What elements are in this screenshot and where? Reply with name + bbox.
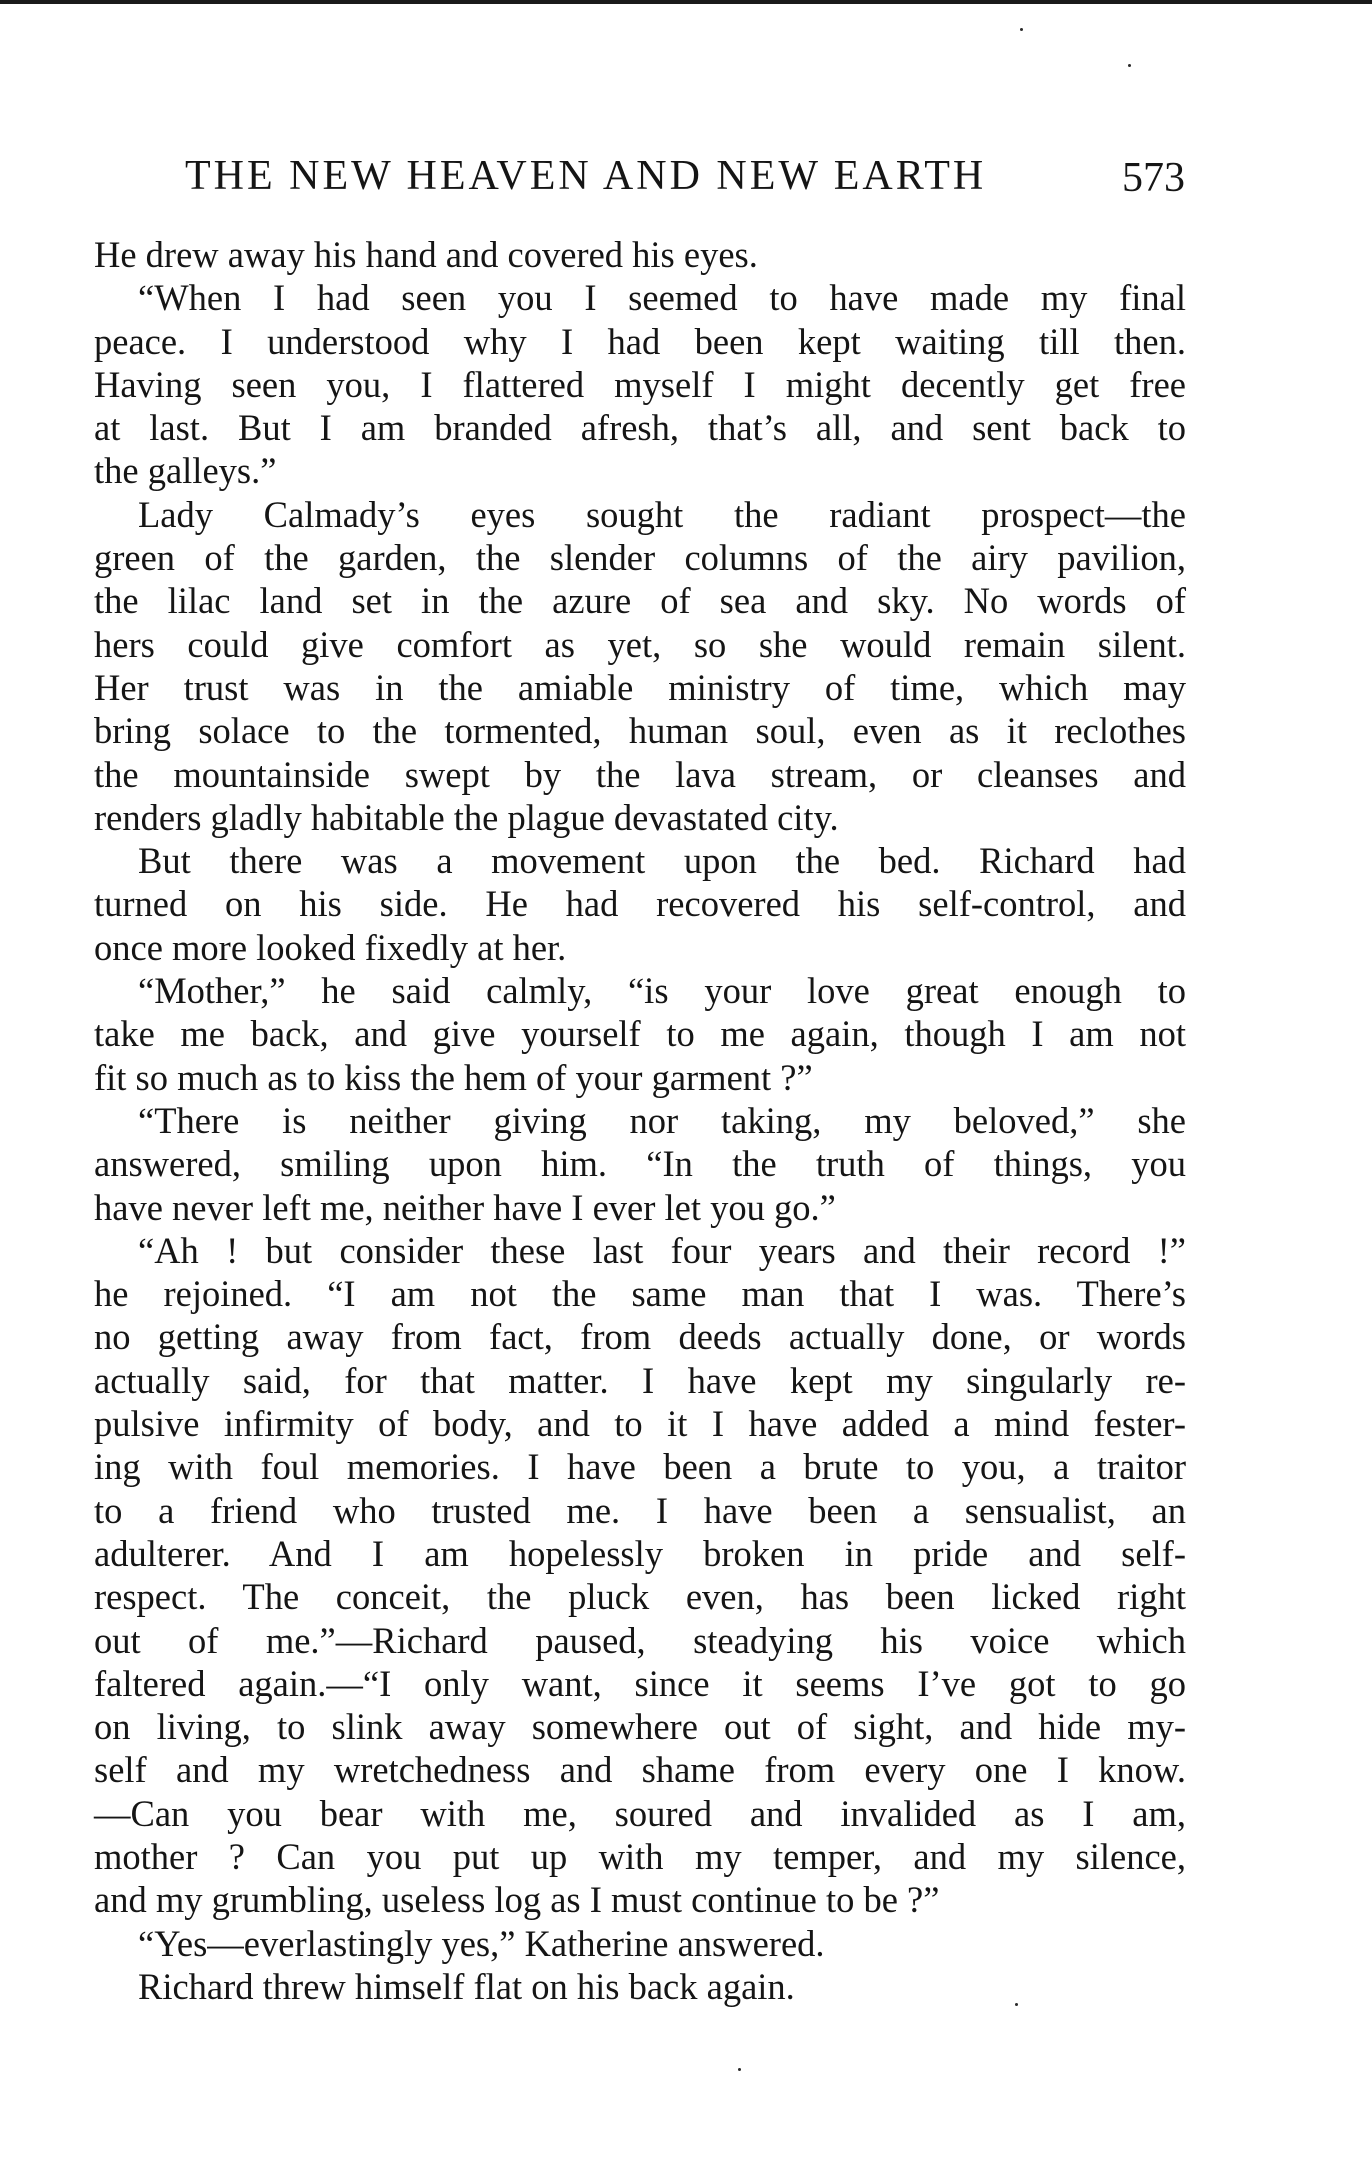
text-line: actually said, for that matter. I have kept my singularly re- xyxy=(94,1359,1186,1401)
text-line: once more looked fixedly at her. xyxy=(94,926,567,968)
text-line: faltered again.—“I only want, since it seems I’ve got to go xyxy=(94,1662,1186,1704)
scan-speck xyxy=(1015,2003,1018,2006)
text-line: turned on his side. He had recovered his self-control, and xyxy=(94,883,1186,925)
text-line: out of me.”—Richard paused, steadying his voice which xyxy=(94,1619,1186,1661)
text-line: have never left me, neither have I ever let you go.” xyxy=(94,1186,836,1228)
text-line: self and my wretchedness and shame from every one I know. xyxy=(94,1749,1186,1791)
text-line: at last. But I am branded afresh, that’s all, and sent back to xyxy=(94,407,1186,449)
text-line: to a friend who trusted me. I have been a sensualist, an xyxy=(94,1489,1186,1531)
text-line: mother ? Can you put up with my temper, and my silence, xyxy=(94,1835,1186,1877)
text-line: “When I had seen you I seemed to have made my final xyxy=(138,277,1186,319)
text-line: “Mother,” he said calmly, “is your love great enough to xyxy=(138,970,1186,1012)
text-line: green of the garden, the slender columns of the airy pavilion, xyxy=(94,537,1186,579)
page-header xyxy=(175,146,1185,206)
text-line: renders gladly habitable the plague devastated city. xyxy=(94,796,839,838)
text-line: respect. The conceit, the pluck even, has been licked right xyxy=(94,1576,1186,1618)
text-line: the lilac land set in the azure of sea and sky. No words of xyxy=(94,580,1186,622)
text-line: the mountainside swept by the lava stream, or cleanses and xyxy=(94,753,1186,795)
text-line: pulsive infirmity of body, and to it I have added a mind fester- xyxy=(94,1403,1186,1445)
text-line: He drew away his hand and covered his eyes. xyxy=(94,234,758,275)
text-line: Lady Calmady’s eyes sought the radiant prospect—the xyxy=(138,493,1186,535)
text-line: But there was a movement upon the bed. Richard had xyxy=(138,840,1186,882)
text-line: —Can you bear with me, soured and invalided as I am, xyxy=(94,1792,1186,1834)
text-line: bring solace to the tormented, human soul, even as it reclothes xyxy=(94,710,1186,752)
text-line: adulterer. And I am hopelessly broken in pride and self- xyxy=(94,1532,1186,1574)
page-number: 573 xyxy=(1122,155,1185,201)
body-text xyxy=(94,233,1186,2008)
scan-speck xyxy=(738,2068,741,2071)
text-line: answered, smiling upon him. “In the truth of things, you xyxy=(94,1143,1186,1185)
text-line: hers could give comfort as yet, so she would remain silent. xyxy=(94,623,1186,665)
top-rule xyxy=(0,0,1372,4)
scan-speck xyxy=(1128,64,1131,67)
text-line: on living, to slink away somewhere out of sight, and hide my- xyxy=(94,1706,1186,1748)
text-line: fit so much as to kiss the hem of your garment ?” xyxy=(94,1056,813,1098)
text-line: ing with foul memories. I have been a brute to you, a traitor xyxy=(94,1446,1186,1488)
text-line: Richard threw himself flat on his back again. xyxy=(138,1965,795,2007)
text-line: he rejoined. “I am not the same man that I was. There’s xyxy=(94,1273,1186,1315)
text-line: “Ah ! but consider these last four years and their record !” xyxy=(138,1229,1186,1271)
text-line: Having seen you, I flattered myself I might decently get free xyxy=(94,363,1186,405)
text-line: take me back, and give yourself to me again, though I am not xyxy=(94,1013,1186,1055)
text-line: the galleys.” xyxy=(94,450,277,492)
text-line: no getting away from fact, from deeds actually done, or words xyxy=(94,1316,1186,1358)
text-line: “Yes—everlastingly yes,” Katherine answered. xyxy=(138,1922,825,1964)
text-line: Her trust was in the amiable ministry of time, which may xyxy=(94,666,1186,708)
text-line: peace. I understood why I had been kept waiting till then. xyxy=(94,320,1186,362)
text-line: “There is neither giving nor taking, my beloved,” she xyxy=(138,1099,1186,1141)
scan-speck xyxy=(1020,28,1023,31)
running-title: THE NEW HEAVEN AND NEW EARTH xyxy=(185,153,987,199)
text-line: and my grumbling, useless log as I must continue to be ?” xyxy=(94,1879,940,1921)
